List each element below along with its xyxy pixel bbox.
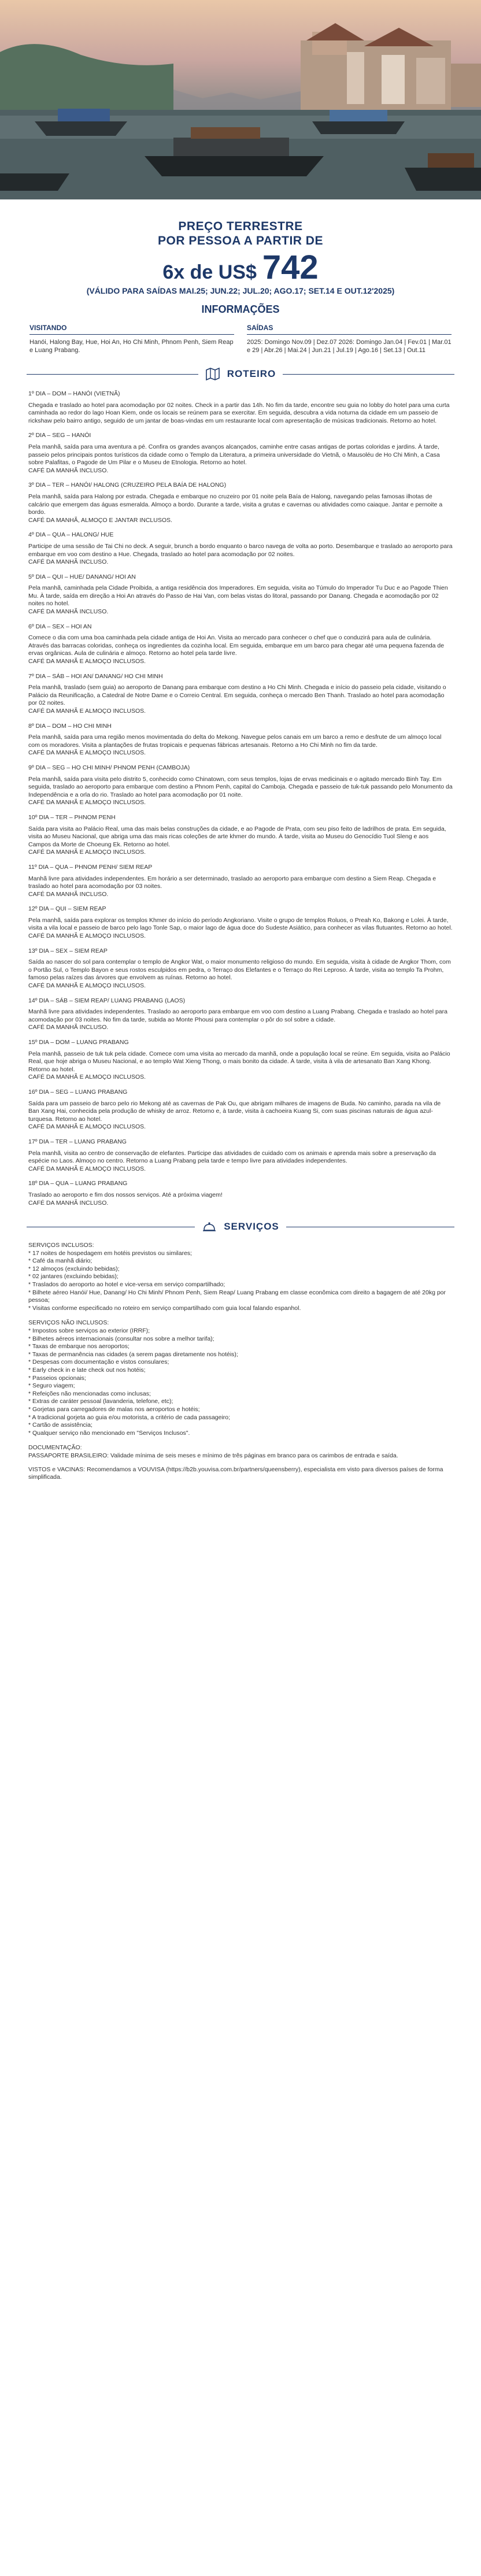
price-prefix: 6x de US$ [162,261,257,283]
service-item: * Impostos sobre serviços ao exterior (IRRF); [28,1327,150,1335]
itinerary-day [28,997,453,1032]
day-heading: 2º DIA – SEG – HANÓI [28,432,91,439]
itinerary-day [28,764,453,807]
hero-image [0,0,481,199]
day-heading: 1º DIA – DOM – HANÓI (VIETNÃ) [28,390,120,397]
day-meals: CAFÉ DA MANHÃ, ALMOÇO E JANTAR INCLUSOS. [28,516,172,524]
itinerary-day [28,723,453,757]
roteiro-header [27,367,454,381]
itinerary-day [28,432,453,475]
not-included-list [28,1327,453,1437]
day-meals: CAFÉ DA MANHÃ INCLUSO. [28,1024,109,1031]
itinerary-day [28,948,453,990]
itinerary-day [28,864,453,898]
info-departures-value: 2025: Domingo Nov.09 | Dez.07 2026: Domingo Jan.04 | Fev.01 | Mar.01 e 29 | Abr.26 | Mai.24 | Jun.21 | Jul.19 | Ago.16 | Set.13 | Out.11 [247,339,452,354]
day-description: Pela manhã, saída para uma região menos movimentada do delta do Mekong. Navegue pelos canais em um barco a remo e desfrute de um almoço local com os moradores. Visita a plantações de frutas tropicais e pequenas fábricas artesanais. Retorno a Ho Chi Minh no fim da tarde. [28,734,442,749]
documentation-text: PASSAPORTE BRASILEIRO: Validade mínima de seis meses e mínimo de três páginas em branco para os carimbos de entrada e saída. [28,1452,398,1459]
day-heading: 15º DIA – DOM – LUANG PRABANG [28,1039,129,1046]
documentation-heading: DOCUMENTAÇÃO: [28,1444,82,1452]
day-heading: 13º DIA – SEX – SIEM REAP [28,947,108,954]
day-meals: CAFÉ DA MANHÃ E ALMOÇO INCLUSOS. [28,1123,146,1131]
day-meals: CAFÉ DA MANHÃ E ALMOÇO INCLUSOS. [28,1165,146,1172]
day-meals: CAFÉ DA MANHÃ E ALMOÇO INCLUSOS. [28,1074,146,1081]
service-item: * A tradicional gorjeta ao guia e/ou motorista, a critério de cada passageiro; [28,1413,231,1421]
day-description: Saída para um passeio de barco pelo rio Mekong até as cavernas de Pak Ou, que abrigam milhares de imagens de Buda. No caminho, parada na vila de Ban Xang Hai, conhecida pela produção de whisky de arroz. Retorno e, à tarde, visita à cachoeira Kuang Si, com suas piscinas naturais de água azul-turquesa. Retorno ao hotel. [28,1100,441,1123]
day-description: Pela manhã, saída para visita pelo distrito 5, conhecido como Chinatown, com seus templos, lojas de ervas medicinais e o agitado mercado Binh Tay. Em seguida, traslado ao aeroporto para embarque com destino a Phnom Penh, capital do Camboja. Chegada e passeio de tuk-tuk passando pelo Monumento da Independência e a orla do rio. Traslado ao hotel para acomodação por 01 noite. [28,775,453,798]
day-description: Pela manhã, caminhada pela Cidade Proibida, a antiga residência dos Imperadores. Em seguida, visita ao Túmulo do Imperador Tu Duc e ao Pagode Thien Mu. À tarde, saída em direção a Hoi An através do Passo de Hai Van, com belas vistas do litoral, passando por Danang. Chegada e acomodação por 02 noites no hotel. [28,584,448,608]
itinerary-days [28,390,453,1207]
service-item: * Bilhete aéreo Hanói/ Hue, Danang/ Ho Chi Minh/ Phnom Penh, Siem Reap/ Luang Prabang em classe econômica com direito a bagagem de até 20kg por pessoa; [28,1289,446,1304]
day-heading: 8º DIA – DOM – HO CHI MINH [28,722,112,730]
day-description: Pela manhã, visita ao centro de conservação de elefantes. Participe das atividades de cuidado com os animais e aprenda mais sobre a preservação da espécie no Laos. Almoço no centro. Retorno a Luang Prabang pela tarde e tempo livre para atividades independentes. [28,1149,436,1165]
day-heading: 11º DIA – QUA – PHNOM PENH/ SIEM REAP [28,863,153,871]
service-item: * Despesas com documentação e vistos consulares; [28,1359,169,1366]
service-item: * Extras de caráter pessoal (lavanderia, telefone, etc); [28,1398,173,1405]
price-line-1: PREÇO TERRESTRE [178,220,303,233]
info-visiting-value: Hanói, Halong Bay, Hue, Hoi An, Ho Chi Minh, Phnom Penh, Siem Reap e Luang Prabang. [29,339,234,354]
included-list [28,1250,453,1313]
day-description: Manhã livre para atividades independentes. Em horário a ser determinado, traslado ao aeroporto para embarque com destino a Siem Reap. Chegada e traslado ao hotel para acomodação por 03 noites. [28,875,436,890]
day-description: Pela manhã, traslado (sem guia) ao aeroporto de Danang para embarque com destino a Ho Chi Minh. Chegada e início do passeio pela cidade, visitando o Palácio da Reunificação, a Catedral de Notre Dame e o Correio Central. Em seguida, conheça o mercado Ben Thanh. Traslado ao hotel para acomodação por 02 noites. [28,684,446,707]
day-meals: CAFÉ DA MANHÃ INCLUSO. [28,890,109,898]
service-item: * Café da manhã diário; [28,1257,92,1265]
day-heading: 12º DIA – QUI – SIEM REAP [28,905,106,913]
day-meals: CAFÉ DA MANHÃ INCLUSO. [28,558,109,566]
info-departures-label: SAÍDAS [247,324,452,335]
day-heading: 9º DIA – SEG – HO CHI MINH/ PHNOM PENH (CAMBOJA) [28,764,190,771]
info-table [29,324,452,354]
itinerary-day [28,1138,453,1173]
price-line-2: POR PESSOA A PARTIR DE [158,234,323,247]
day-meals: CAFÉ DA MANHÃ E ALMOÇO INCLUSOS. [28,982,146,990]
day-heading: 10º DIA – TER – PHNOM PENH [28,813,116,821]
service-bell-icon [202,1220,217,1234]
not-included-heading: SERVIÇOS NÃO INCLUSOS: [28,1319,109,1327]
day-meals: CAFÉ DA MANHÃ E ALMOÇO INCLUSOS. [28,932,146,940]
servicos-header [27,1220,454,1234]
itinerary-day [28,1180,453,1207]
info-visiting [29,324,234,354]
itinerary-day [28,1039,453,1082]
price-value: 742 [262,249,319,286]
info-title: INFORMAÇÕES [201,304,280,315]
visa-text: VISTOS e VACINAS: Recomendamos a VOUVISA (https://b2b.youvisa.com.br/partners/queensberry), especialista em visto para diversos países de forma simplificada. [28,1465,443,1481]
bay-landscape-illustration [0,0,481,199]
itinerary-day [28,623,453,666]
day-description: Saída para visita ao Palácio Real, uma das mais belas construções da cidade, e ao Pagode de Prata, com seu piso feito de ladrilhos de prata. Em seguida, visita ao Museu Nacional, que abriga uma das mais ricas coleções de arte khmer do mundo. À tarde, visita ao Museu do Genocídio Tuol Sleng e aos Campos da Morte de Choeung Ek. Retorno ao hotel. [28,825,446,848]
service-item: * Visitas conforme especificado no roteiro em serviço compartilhado com guia local falando espanhol. [28,1304,301,1312]
day-heading: 3º DIA – TER – HANÓI/ HALONG (CRUZEIRO PELA BAÍA DE HALONG) [28,482,227,489]
day-description: Participe de uma sessão de Tai Chi no deck. A seguir, brunch a bordo enquanto o barco navega de volta ao porto. Desembarque e traslado ao aeroporto para embarque em voo com destino a Hue. Chegada, traslado ao hotel para acomodação por 02 noites. [28,542,453,558]
service-item: * Taxas de embarque nos aeroportos; [28,1343,130,1350]
day-meals: CAFÉ DA MANHÃ E ALMOÇO INCLUSOS. [28,849,146,856]
divider-line [283,374,454,375]
day-description: Manhã livre para atividades independentes. Traslado ao aeroporto para embarque em voo com destino a Luang Prabang. Chegada e traslado ao hotel para acomodação por 03 noites. No fim da tarde, subida ao Monte Phousi para contemplar o pôr do sol sobre a cidade. [28,1008,447,1023]
service-item: * Taxas de permanência nas cidades (a serem pagas diretamente nos hotéis); [28,1350,238,1358]
day-description: Pela manhã, passeio de tuk tuk pela cidade. Comece com uma visita ao mercado da manhã, onde a população local se reúne. Em seguida, visita ao Palácio Real, que hoje abriga o Museu Nacional, e ao templo Wat Xieng Thong, o mais bonito da cidade. À tarde, visita à vila de artesanato Ban Xang Khong. Retorno ao hotel. [28,1050,450,1073]
day-meals: CAFÉ DA MANHÃ E ALMOÇO INCLUSOS. [28,749,146,757]
itinerary-day [28,531,453,566]
day-description: Chegada e traslado ao hotel para acomodação por 02 noites. Check in a partir das 14h. No fim da tarde, encontre seu guia no lobby do hotel para uma curta caminhada ao redor do lago Hoan Kiem, onde os locais se reúnem para se exercitar. Em seguida, descubra a vida noturna da cidade em um passeio de rickshaw pelo bairro antigo, seguido de um jantar de boas-vindas em um restaurante local com apresentação de músicas tradicionais. Retorno ao hotel. [28,401,450,424]
itinerary-day [28,905,453,940]
itinerary-day [28,573,453,616]
service-item: * Early check in e late check out nos hotéis; [28,1367,146,1374]
day-description: Pela manhã, saída para Halong por estrada. Chegada e embarque no cruzeiro por 01 noite pela Baía de Halong, navegando pelas famosas ilhotas de calcário que emergem das águas esmeralda. Almoço a bordo. Durante a tarde, visita a grutas e cavernas ou atividades como caiaque. Jantar e pernoite a bordo. [28,493,443,516]
day-heading: 7º DIA – SÁB – HOI AN/ DANANG/ HO CHI MINH [28,672,163,680]
services-list [28,1242,453,1482]
service-item: * Qualquer serviço não mencionado em "Serviços Inclusos". [28,1429,190,1437]
day-description: Pela manhã, saída para uma aventura a pé. Confira os grandes avanços alcançados, caminhe entre casas antigas de portas coloridas e jardins. À tarde, passeio pelos principais pontos turísticos da cidade como o Templo da Literatura, a primeira universidade do Vietnã, o Mausoléu de Ho Chi Minh, a Casa sobre Palafitas, o Pagode de Um Pilar e o Museu de Etnologia. Retorno ao hotel. [28,443,440,467]
price-validity-note: (VÁLIDO PARA SAÍDAS MAI.25; JUN.22; JUL.20; AGO.17; SET.14 E OUT.12'2025) [86,286,395,295]
day-heading: 14º DIA – SÁB – SIEM REAP/ LUANG PRABANG (LAOS) [28,997,186,1004]
service-item: * Cartão de assistência; [28,1422,92,1429]
info-visiting-label: VISITANDO [29,324,234,335]
service-item: * Seguro viagem; [28,1382,75,1390]
itinerary-day [28,1089,453,1131]
day-meals: CAFÉ DA MANHÃ E ALMOÇO INCLUSOS. [28,708,146,715]
map-icon [205,367,220,381]
day-description: Saída ao nascer do sol para contemplar o templo de Angkor Wat, o maior monumento religioso do mundo. Em seguida, visita à cidade de Angkor Thom, com o Portão Sul, o Templo Bayon e seus rostos esculpidos em pedra, o Terraço dos Elefantes e o Terraço do Rei Leproso. À tarde, visita ao templo Ta Prohm, famoso pelas raízes das árvores que envolvem as ruínas. Retorno ao hotel. [28,958,451,982]
service-item: * Bilhetes aéreos internacionais (consultar nos sobre a melhor tarifa); [28,1335,214,1342]
itinerary-day [28,673,453,716]
service-item: * Gorjetas para carregadores de malas nos aeroportos e hotéis; [28,1405,200,1413]
day-description: Comece o dia com uma boa caminhada pela cidade antiga de Hoi An. Visita ao mercado para conhecer o chef que o conduzirá para aula de culinária. Através das barracas coloridas, conheça os ingredientes da cozinha local. Em seguida, embarque em um barco para chegar até uma pequena fazenda de ervas orgânicas. Aula de culinária e almoço. Retorno ao hotel pela tarde livre. [28,634,445,657]
service-item: * Refeições não mencionadas como inclusas; [28,1390,151,1397]
day-meals: CAFÉ DA MANHÃ INCLUSO. [28,467,109,474]
servicos-title: SERVIÇOS [224,1221,279,1233]
price-amount [0,250,481,285]
day-meals: CAFÉ DA MANHÃ INCLUSO. [28,1199,109,1206]
day-meals: CAFÉ DA MANHÃ INCLUSO. [28,608,109,616]
roteiro-title: ROTEIRO [227,368,276,379]
itinerary-day [28,814,453,857]
service-item: * Traslados do aeroporto ao hotel e vice-versa em serviço compartilhado; [28,1281,225,1289]
day-description: Pela manhã, saída para explorar os templos Khmer do início do período Angkoriano. Visite o grupo de templos Roluos, o Preah Ko, Bakong e Lolei. À tarde, visita a vila local e passeio de barco pelo lago Tonle Sap, o maior lago de água doce do Sudeste Asiático, para conhecer as vilas flutuantes. Retorno ao hotel. [28,916,453,932]
day-heading: 18º DIA – QUA – LUANG PRABANG [28,1180,128,1187]
day-meals: CAFÉ DA MANHÃ E ALMOÇO INCLUSOS. [28,799,146,806]
included-heading: SERVIÇOS INCLUSOS: [28,1242,94,1249]
divider-line [27,374,198,375]
service-item: * 17 noites de hospedagem em hotéis previstos ou similares; [28,1249,193,1257]
day-description: Traslado ao aeroporto e fim dos nossos serviços. Até a próxima viagem! [28,1191,223,1198]
day-heading: 17º DIA – TER – LUANG PRABANG [28,1138,127,1145]
day-heading: 16º DIA – SEG – LUANG PRABANG [28,1088,128,1095]
itinerary-day [28,482,453,524]
service-item: * Passeios opcionais; [28,1374,86,1382]
day-heading: 4º DIA – QUA – HALONG/ HUE [28,531,114,539]
info-departures [247,324,452,354]
day-heading: 5º DIA – QUI – HUE/ DANANG/ HOI AN [28,573,136,580]
price-block [0,219,481,295]
day-meals: CAFÉ DA MANHÃ E ALMOÇO INCLUSOS. [28,658,146,665]
service-item: * 12 almoços (excluindo bebidas); [28,1265,120,1272]
itinerary-day [28,390,453,425]
service-item: * 02 jantares (excluindo bebidas); [28,1273,119,1280]
day-heading: 6º DIA – SEX – HOI AN [28,623,92,630]
